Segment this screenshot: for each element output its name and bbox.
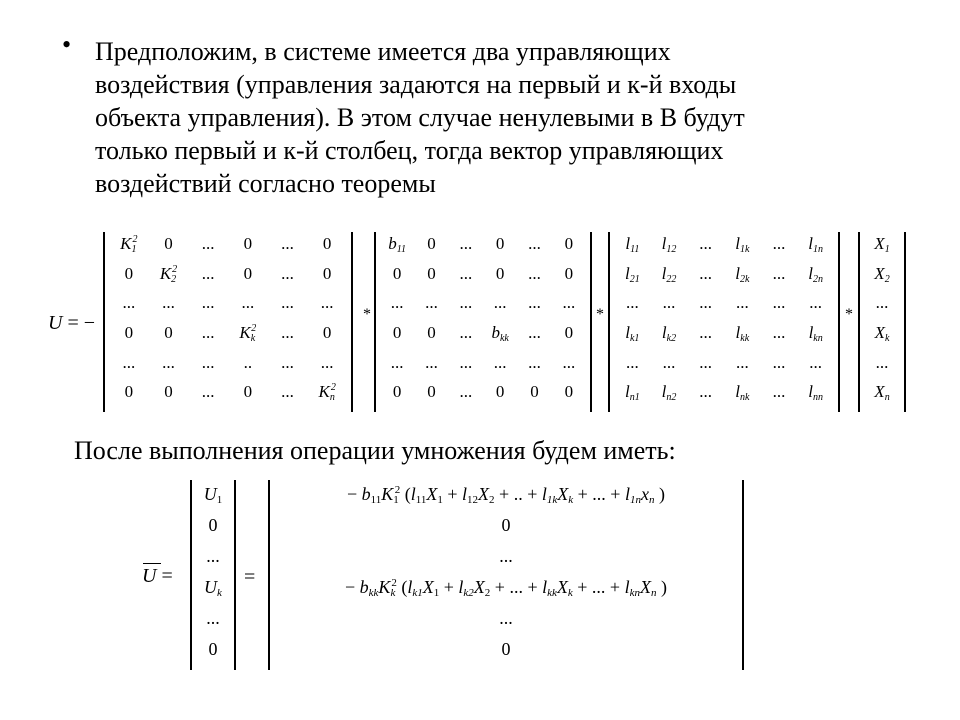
l-matrix-cell: ... bbox=[772, 263, 786, 283]
l-matrix-cell: $l_{22}$ bbox=[661, 263, 677, 285]
l-matrix-cell: ... bbox=[809, 352, 823, 372]
b-matrix-cell: ... bbox=[459, 323, 473, 342]
l-matrix-cell: ... bbox=[772, 352, 786, 372]
product-vector-row: 0 bbox=[501, 639, 511, 659]
l-matrix-cell: ... bbox=[625, 293, 639, 313]
k-matrix-cell: ... bbox=[241, 293, 255, 313]
b-matrix-cell: ... bbox=[528, 263, 541, 283]
k-matrix-cell: ... bbox=[122, 293, 136, 313]
bullet-line: воздействия (управления задаются на первый и к-й входы bbox=[95, 70, 737, 99]
k-matrix-cell: ... bbox=[201, 382, 215, 402]
b-matrix-cell: 0 bbox=[427, 323, 436, 342]
b-matrix-cell: ... bbox=[459, 234, 473, 253]
l-matrix-cell: ... bbox=[625, 352, 639, 372]
product-vector-row: ... bbox=[499, 608, 513, 628]
b-matrix-cell: 0 bbox=[564, 323, 574, 342]
b-matrix-cell: ... bbox=[493, 352, 507, 372]
l-matrix-cell: $l_{21}$ bbox=[624, 263, 640, 285]
k-matrix-cell: .. bbox=[243, 352, 253, 372]
k-matrix-cell: ... bbox=[122, 352, 136, 372]
l-matrix-cell: ... bbox=[735, 352, 749, 372]
l-matrix-cell: ... bbox=[735, 293, 749, 313]
k-matrix-cell: $K_n^2$ bbox=[318, 382, 336, 404]
k-matrix-cell: 0 bbox=[243, 234, 253, 253]
x-vector-cell: $X_2$ bbox=[874, 263, 890, 285]
product-vector-row: 0 bbox=[501, 515, 511, 535]
eq2-lhs-symbol: U bbox=[142, 565, 157, 587]
product-vector-row: − $b_{11}K_1^2$ ($l_{11}X_1 + l_{12}X_2$ + .. + $l_{1k}X_k$ + ... + $l_{1n}x_n$ ) bbox=[347, 484, 665, 506]
b-matrix-cell: 0 bbox=[495, 382, 505, 402]
b-matrix-cell: 0 bbox=[564, 263, 574, 283]
l-matrix-cell: ... bbox=[772, 382, 786, 402]
k-matrix-cell: 0 bbox=[124, 323, 134, 342]
multiply-sign: * bbox=[596, 306, 604, 323]
b-matrix-cell: ... bbox=[390, 352, 404, 372]
k-matrix-cell: $K_k^2$ bbox=[239, 323, 257, 344]
l-matrix-cell: ... bbox=[699, 352, 713, 372]
b-matrix-cell: 0 bbox=[564, 382, 574, 402]
bullet-paragraph bbox=[95, 35, 935, 200]
bullet-line: воздействий согласно теоремы bbox=[95, 169, 436, 198]
l-matrix-cell: $l_{2k}$ bbox=[735, 263, 750, 285]
k-matrix-cell: ... bbox=[201, 323, 215, 342]
l-matrix-cell: ... bbox=[699, 293, 713, 313]
l-matrix-cell: $l_{kn}$ bbox=[808, 323, 823, 344]
x-vector-cell: $X_k$ bbox=[874, 323, 890, 344]
product-vector-row: − $b_{kk}K_k^2$ ($l_{k1}X_1 + l_{k2}X_2$ + ... + $l_{kk}X_k$ + ... + $l_{kn}X_n$ ) bbox=[345, 577, 667, 599]
product-vector-row: ... bbox=[499, 546, 513, 566]
product-vector bbox=[268, 480, 744, 670]
u-vector-row: 0 bbox=[208, 639, 218, 659]
bullet-line: Предположим, в системе имеется два управляющих bbox=[95, 37, 671, 66]
l-matrix-cell: $l_{nn}$ bbox=[808, 382, 824, 404]
bullet-line: только первый и к-й столбец, тогда вектор управляющих bbox=[95, 136, 724, 165]
l-matrix-cell: $l_{12}$ bbox=[661, 234, 677, 255]
b-matrix-cell: 0 bbox=[495, 263, 505, 283]
l-matrix-cell: ... bbox=[699, 382, 713, 402]
x-vector-cell: ... bbox=[875, 293, 889, 313]
u-vector-row: ... bbox=[206, 608, 220, 628]
bullet-line: объекта управления). В этом случае ненулевыми в В будут bbox=[95, 103, 745, 132]
l-matrix-cell: ... bbox=[809, 293, 823, 313]
l-matrix-cell: $l_{2n}$ bbox=[808, 263, 824, 285]
eq2-lhs bbox=[142, 565, 173, 588]
b-matrix-cell: 0 bbox=[427, 382, 436, 402]
u-vector-row: ... bbox=[206, 546, 220, 566]
l-matrix-cell: ... bbox=[699, 263, 713, 283]
b-matrix-cell: ... bbox=[562, 293, 576, 313]
x-vector-cell: ... bbox=[875, 352, 889, 372]
b-matrix-cell: ... bbox=[459, 293, 473, 313]
multiply-sign: * bbox=[845, 306, 853, 323]
x-vector-cell: $X_n$ bbox=[874, 382, 890, 404]
b-matrix-cell: ... bbox=[528, 293, 541, 313]
b-matrix-cell: 0 bbox=[564, 234, 574, 253]
u-vector bbox=[190, 480, 236, 670]
k-matrix-cell: 0 bbox=[124, 263, 134, 283]
k-matrix-cell: $K_2^2$ bbox=[159, 263, 178, 285]
k-matrix-cell: 0 bbox=[164, 234, 173, 253]
k-matrix-cell: $K_1^2$ bbox=[120, 234, 138, 255]
l-matrix-cell: $l_{nk}$ bbox=[735, 382, 750, 404]
k-matrix-cell: ... bbox=[320, 352, 334, 372]
bullet-marker: • bbox=[62, 30, 72, 59]
eq2-equals: = bbox=[161, 565, 173, 587]
u-vector-row: $U_k$ bbox=[204, 577, 222, 599]
b-matrix bbox=[374, 232, 592, 412]
eq1-equals-minus: = − bbox=[67, 312, 96, 334]
eq1-lhs-symbol: U bbox=[48, 312, 63, 334]
l-matrix-cell: $l_{1n}$ bbox=[808, 234, 824, 255]
b-matrix-cell: ... bbox=[390, 293, 404, 313]
l-matrix bbox=[608, 232, 840, 412]
l-matrix-cell: ... bbox=[699, 234, 713, 253]
l-matrix-cell: $l_{1k}$ bbox=[735, 234, 750, 255]
k-matrix-cell: 0 bbox=[322, 234, 332, 253]
k-matrix-cell: 0 bbox=[164, 323, 173, 342]
k-matrix bbox=[103, 232, 353, 412]
k-matrix-cell: ... bbox=[320, 293, 334, 313]
after-multiplication-text: После выполнения операции умножения будем иметь: bbox=[74, 436, 676, 465]
b-matrix-cell: 0 bbox=[392, 382, 402, 402]
k-matrix-cell: ... bbox=[281, 234, 294, 253]
b-matrix-cell: 0 bbox=[427, 234, 436, 253]
k-matrix-cell: ... bbox=[281, 323, 294, 342]
k-matrix-cell: ... bbox=[201, 263, 215, 283]
k-matrix-cell: ... bbox=[281, 382, 294, 402]
b-matrix-cell: ... bbox=[425, 293, 438, 313]
eq2-equals-2 bbox=[244, 566, 255, 589]
k-matrix-cell: 0 bbox=[243, 263, 253, 283]
b-matrix-cell: ... bbox=[528, 234, 541, 253]
l-matrix-cell: ... bbox=[772, 293, 786, 313]
b-matrix-cell: 0 bbox=[530, 382, 539, 402]
b-matrix-cell: 0 bbox=[427, 263, 436, 283]
k-matrix-cell: ... bbox=[201, 234, 215, 253]
b-matrix-cell: ... bbox=[459, 352, 473, 372]
b-matrix-cell: ... bbox=[425, 352, 438, 372]
b-matrix-cell: ... bbox=[459, 263, 473, 283]
b-matrix-cell: $b_{kk}$ bbox=[491, 323, 509, 344]
eq1-lhs bbox=[48, 312, 95, 335]
l-matrix-cell: ... bbox=[662, 352, 676, 372]
k-matrix-cell: ... bbox=[281, 293, 294, 313]
k-matrix-cell: 0 bbox=[124, 382, 134, 402]
k-matrix-cell: ... bbox=[201, 352, 215, 372]
l-matrix-cell: $l_{n1}$ bbox=[624, 382, 640, 404]
l-matrix-cell: $l_{kk}$ bbox=[735, 323, 750, 344]
k-matrix-cell: 0 bbox=[164, 382, 173, 402]
k-matrix-cell: ... bbox=[281, 352, 294, 372]
b-matrix-cell: 0 bbox=[495, 234, 505, 253]
overline-bar bbox=[143, 563, 161, 564]
l-matrix-cell: ... bbox=[772, 323, 786, 342]
eq2-equals-symbol: = bbox=[244, 566, 256, 588]
x-vector bbox=[858, 232, 906, 412]
l-matrix-cell: $l_{n2}$ bbox=[661, 382, 677, 404]
l-matrix-cell: $l_{k2}$ bbox=[661, 323, 677, 344]
multiply-sign: * bbox=[363, 306, 371, 323]
u-vector-row: $U_1$ bbox=[203, 484, 223, 506]
b-matrix-cell: $b_{11}$ bbox=[388, 234, 407, 255]
k-matrix-cell: 0 bbox=[322, 263, 332, 283]
b-matrix-cell: ... bbox=[528, 352, 541, 372]
l-matrix-cell: ... bbox=[772, 234, 786, 253]
x-vector-cell: $X_1$ bbox=[874, 234, 890, 255]
k-matrix-cell: ... bbox=[162, 293, 175, 313]
l-matrix-cell: $l_{k1}$ bbox=[625, 323, 640, 344]
l-matrix-cell: $l_{11}$ bbox=[625, 234, 640, 255]
b-matrix-cell: ... bbox=[528, 323, 541, 342]
u-vector-row: 0 bbox=[208, 515, 218, 535]
k-matrix-cell: 0 bbox=[243, 382, 253, 402]
b-matrix-cell: ... bbox=[562, 352, 576, 372]
b-matrix-cell: 0 bbox=[392, 263, 402, 283]
b-matrix-cell: ... bbox=[493, 293, 507, 313]
k-matrix-cell: ... bbox=[162, 352, 175, 372]
k-matrix-cell: ... bbox=[201, 293, 215, 313]
l-matrix-cell: ... bbox=[662, 293, 676, 313]
b-matrix-cell: ... bbox=[459, 382, 473, 402]
l-matrix-cell: ... bbox=[699, 323, 713, 342]
k-matrix-cell: 0 bbox=[322, 323, 332, 342]
k-matrix-cell: ... bbox=[281, 263, 294, 283]
b-matrix-cell: 0 bbox=[392, 323, 402, 342]
